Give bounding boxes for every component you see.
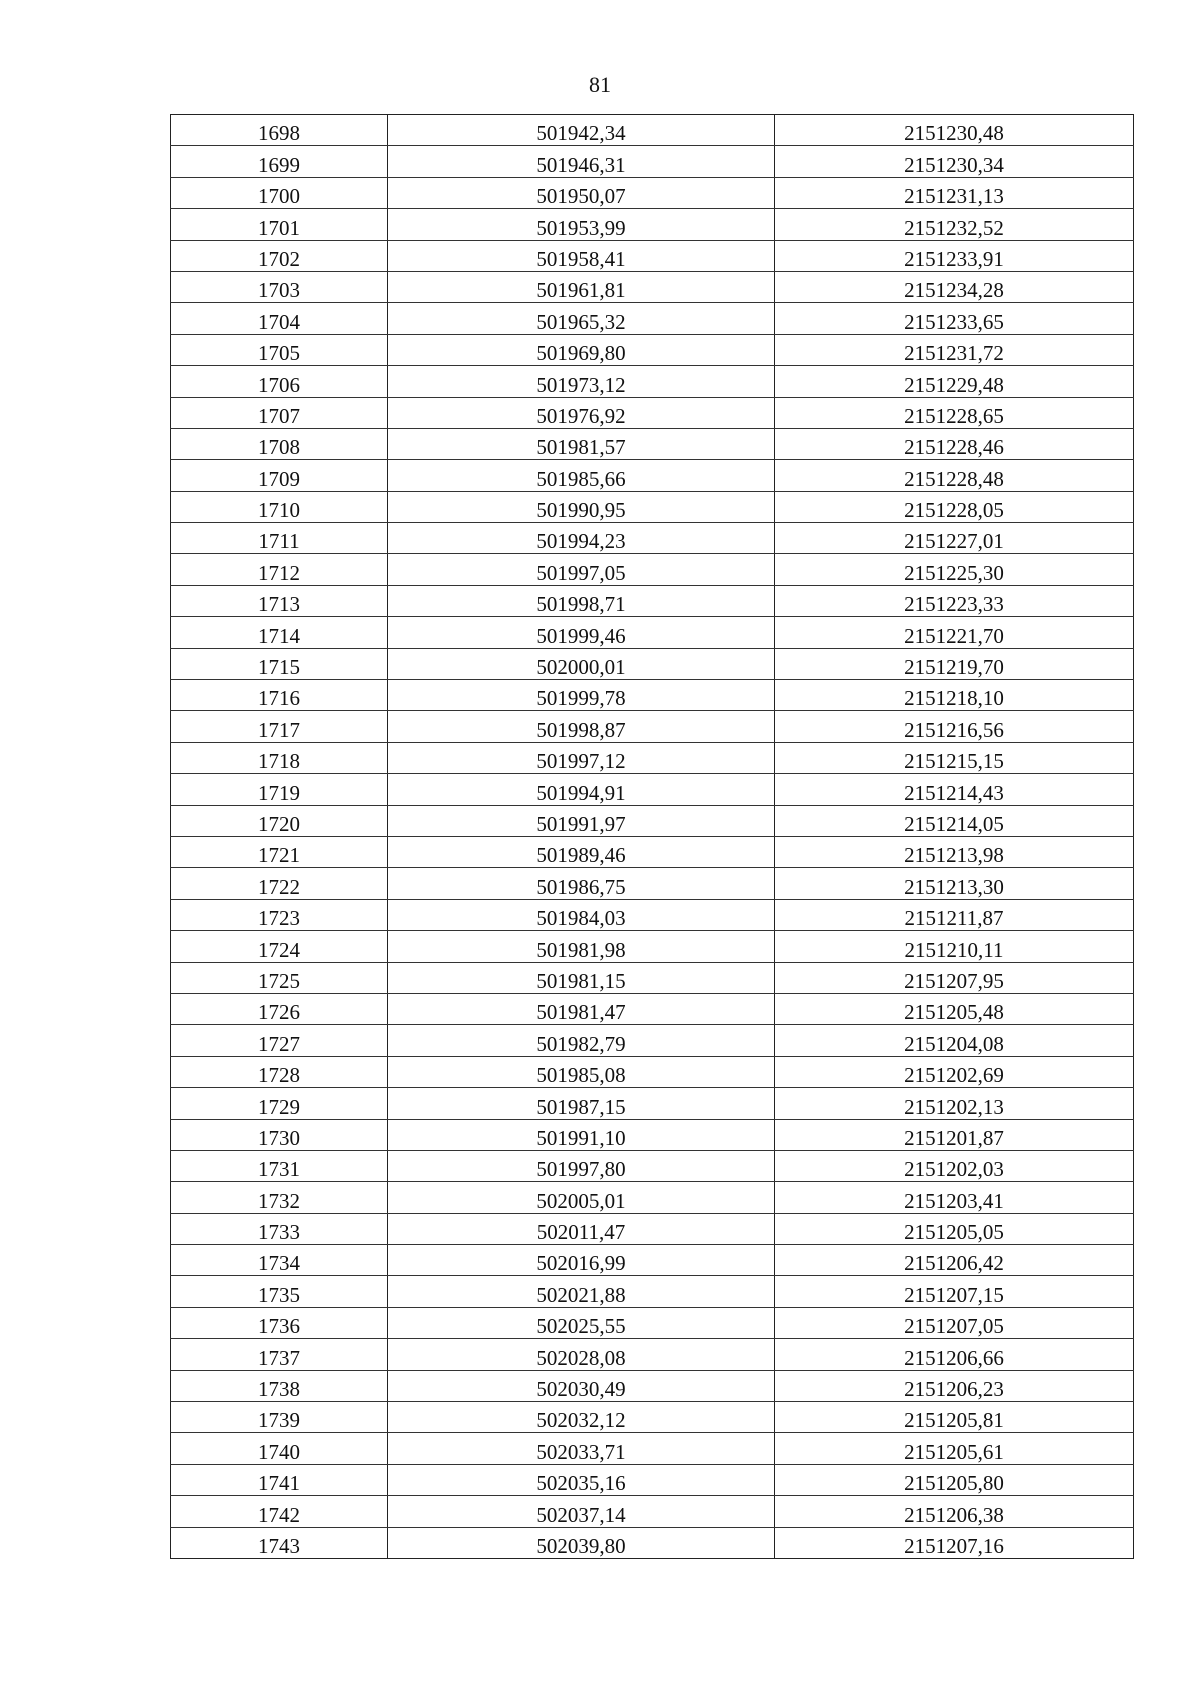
x-coordinate-cell: 501984,03 [388, 899, 775, 930]
point-number-cell: 1708 [171, 428, 388, 459]
table-row [171, 1307, 1134, 1338]
x-coordinate-cell: 502033,71 [388, 1433, 775, 1464]
y-coordinate-cell: 2151216,56 [775, 711, 1134, 742]
y-coordinate-cell: 2151213,98 [775, 836, 1134, 867]
y-coordinate-cell: 2151214,05 [775, 805, 1134, 836]
x-coordinate-cell: 501991,97 [388, 805, 775, 836]
x-coordinate-cell: 501987,15 [388, 1088, 775, 1119]
point-number-cell: 1737 [171, 1339, 388, 1370]
x-coordinate-cell: 501982,79 [388, 1025, 775, 1056]
y-coordinate-cell: 2151203,41 [775, 1182, 1134, 1213]
coordinates-table [170, 114, 1134, 1559]
table-row [171, 115, 1134, 146]
y-coordinate-cell: 2151202,69 [775, 1056, 1134, 1087]
x-coordinate-cell: 501991,10 [388, 1119, 775, 1150]
point-number-cell: 1700 [171, 177, 388, 208]
table-row [171, 680, 1134, 711]
point-number-cell: 1707 [171, 397, 388, 428]
point-number-cell: 1718 [171, 742, 388, 773]
y-coordinate-cell: 2151205,81 [775, 1402, 1134, 1433]
coordinates-table-body [171, 115, 1134, 1559]
table-row [171, 1276, 1134, 1307]
table-row [171, 1527, 1134, 1558]
x-coordinate-cell: 501981,15 [388, 962, 775, 993]
table-row [171, 1370, 1134, 1401]
point-number-cell: 1705 [171, 334, 388, 365]
y-coordinate-cell: 2151207,16 [775, 1527, 1134, 1558]
point-number-cell: 1740 [171, 1433, 388, 1464]
y-coordinate-cell: 2151202,03 [775, 1150, 1134, 1181]
table-row [171, 1119, 1134, 1150]
point-number-cell: 1739 [171, 1402, 388, 1433]
table-row [171, 366, 1134, 397]
table-row [171, 648, 1134, 679]
y-coordinate-cell: 2151231,13 [775, 177, 1134, 208]
table-row [171, 993, 1134, 1024]
table-row [171, 585, 1134, 616]
x-coordinate-cell: 502037,14 [388, 1496, 775, 1527]
table-row [171, 209, 1134, 240]
table-row [171, 1496, 1134, 1527]
y-coordinate-cell: 2151206,66 [775, 1339, 1134, 1370]
table-row [171, 931, 1134, 962]
point-number-cell: 1703 [171, 271, 388, 302]
x-coordinate-cell: 502021,88 [388, 1276, 775, 1307]
y-coordinate-cell: 2151233,91 [775, 240, 1134, 271]
table-row [171, 868, 1134, 899]
table-row [171, 240, 1134, 271]
point-number-cell: 1721 [171, 836, 388, 867]
y-coordinate-cell: 2151207,15 [775, 1276, 1134, 1307]
y-coordinate-cell: 2151204,08 [775, 1025, 1134, 1056]
x-coordinate-cell: 501946,31 [388, 146, 775, 177]
table-row [171, 146, 1134, 177]
x-coordinate-cell: 502025,55 [388, 1307, 775, 1338]
y-coordinate-cell: 2151201,87 [775, 1119, 1134, 1150]
table-row [171, 962, 1134, 993]
x-coordinate-cell: 501981,47 [388, 993, 775, 1024]
table-row [171, 711, 1134, 742]
x-coordinate-cell: 501986,75 [388, 868, 775, 899]
point-number-cell: 1723 [171, 899, 388, 930]
point-number-cell: 1701 [171, 209, 388, 240]
point-number-cell: 1702 [171, 240, 388, 271]
point-number-cell: 1714 [171, 617, 388, 648]
y-coordinate-cell: 2151205,80 [775, 1464, 1134, 1495]
x-coordinate-cell: 501985,66 [388, 460, 775, 491]
table-row [171, 460, 1134, 491]
y-coordinate-cell: 2151234,28 [775, 271, 1134, 302]
table-row [171, 177, 1134, 208]
table-row [171, 1213, 1134, 1244]
y-coordinate-cell: 2151229,48 [775, 366, 1134, 397]
y-coordinate-cell: 2151228,05 [775, 491, 1134, 522]
table-row [171, 1056, 1134, 1087]
point-number-cell: 1732 [171, 1182, 388, 1213]
table-row [171, 1464, 1134, 1495]
y-coordinate-cell: 2151206,23 [775, 1370, 1134, 1401]
x-coordinate-cell: 501990,95 [388, 491, 775, 522]
x-coordinate-cell: 502032,12 [388, 1402, 775, 1433]
y-coordinate-cell: 2151228,48 [775, 460, 1134, 491]
point-number-cell: 1725 [171, 962, 388, 993]
x-coordinate-cell: 502005,01 [388, 1182, 775, 1213]
table-row [171, 491, 1134, 522]
point-number-cell: 1726 [171, 993, 388, 1024]
y-coordinate-cell: 2151210,11 [775, 931, 1134, 962]
y-coordinate-cell: 2151221,70 [775, 617, 1134, 648]
table-row [171, 334, 1134, 365]
y-coordinate-cell: 2151207,05 [775, 1307, 1134, 1338]
x-coordinate-cell: 501953,99 [388, 209, 775, 240]
y-coordinate-cell: 2151225,30 [775, 554, 1134, 585]
x-coordinate-cell: 501969,80 [388, 334, 775, 365]
table-row [171, 1088, 1134, 1119]
y-coordinate-cell: 2151218,10 [775, 680, 1134, 711]
x-coordinate-cell: 501989,46 [388, 836, 775, 867]
table-row [171, 1182, 1134, 1213]
x-coordinate-cell: 501950,07 [388, 177, 775, 208]
y-coordinate-cell: 2151230,34 [775, 146, 1134, 177]
table-row [171, 805, 1134, 836]
table-row [171, 1150, 1134, 1181]
table-row [171, 1339, 1134, 1370]
point-number-cell: 1710 [171, 491, 388, 522]
point-number-cell: 1717 [171, 711, 388, 742]
x-coordinate-cell: 501942,34 [388, 115, 775, 146]
point-number-cell: 1731 [171, 1150, 388, 1181]
x-coordinate-cell: 502030,49 [388, 1370, 775, 1401]
table-row [171, 1433, 1134, 1464]
point-number-cell: 1704 [171, 303, 388, 334]
y-coordinate-cell: 2151213,30 [775, 868, 1134, 899]
point-number-cell: 1715 [171, 648, 388, 679]
point-number-cell: 1729 [171, 1088, 388, 1119]
table-row [171, 303, 1134, 334]
table-row [171, 554, 1134, 585]
point-number-cell: 1742 [171, 1496, 388, 1527]
x-coordinate-cell: 501958,41 [388, 240, 775, 271]
table-row [171, 1025, 1134, 1056]
y-coordinate-cell: 2151214,43 [775, 774, 1134, 805]
y-coordinate-cell: 2151230,48 [775, 115, 1134, 146]
x-coordinate-cell: 501981,57 [388, 428, 775, 459]
y-coordinate-cell: 2151231,72 [775, 334, 1134, 365]
y-coordinate-cell: 2151202,13 [775, 1088, 1134, 1119]
point-number-cell: 1734 [171, 1245, 388, 1276]
x-coordinate-cell: 501973,12 [388, 366, 775, 397]
point-number-cell: 1711 [171, 523, 388, 554]
y-coordinate-cell: 2151219,70 [775, 648, 1134, 679]
y-coordinate-cell: 2151233,65 [775, 303, 1134, 334]
point-number-cell: 1736 [171, 1307, 388, 1338]
x-coordinate-cell: 501976,92 [388, 397, 775, 428]
table-row [171, 742, 1134, 773]
point-number-cell: 1735 [171, 1276, 388, 1307]
x-coordinate-cell: 501961,81 [388, 271, 775, 302]
table-row [171, 899, 1134, 930]
x-coordinate-cell: 501998,87 [388, 711, 775, 742]
point-number-cell: 1727 [171, 1025, 388, 1056]
table-row [171, 428, 1134, 459]
y-coordinate-cell: 2151205,48 [775, 993, 1134, 1024]
y-coordinate-cell: 2151211,87 [775, 899, 1134, 930]
x-coordinate-cell: 501998,71 [388, 585, 775, 616]
point-number-cell: 1722 [171, 868, 388, 899]
point-number-cell: 1743 [171, 1527, 388, 1558]
table-row [171, 271, 1134, 302]
point-number-cell: 1733 [171, 1213, 388, 1244]
table-row [171, 397, 1134, 428]
x-coordinate-cell: 502016,99 [388, 1245, 775, 1276]
x-coordinate-cell: 502039,80 [388, 1527, 775, 1558]
table-row [171, 523, 1134, 554]
y-coordinate-cell: 2151228,46 [775, 428, 1134, 459]
table-row [171, 774, 1134, 805]
page-number: 81 [589, 72, 611, 97]
table-row [171, 617, 1134, 648]
point-number-cell: 1699 [171, 146, 388, 177]
y-coordinate-cell: 2151215,15 [775, 742, 1134, 773]
point-number-cell: 1719 [171, 774, 388, 805]
x-coordinate-cell: 501985,08 [388, 1056, 775, 1087]
y-coordinate-cell: 2151232,52 [775, 209, 1134, 240]
x-coordinate-cell: 502035,16 [388, 1464, 775, 1495]
point-number-cell: 1698 [171, 115, 388, 146]
point-number-cell: 1716 [171, 680, 388, 711]
y-coordinate-cell: 2151228,65 [775, 397, 1134, 428]
y-coordinate-cell: 2151205,61 [775, 1433, 1134, 1464]
x-coordinate-cell: 501999,46 [388, 617, 775, 648]
y-coordinate-cell: 2151206,42 [775, 1245, 1134, 1276]
x-coordinate-cell: 501997,05 [388, 554, 775, 585]
point-number-cell: 1741 [171, 1464, 388, 1495]
x-coordinate-cell: 501999,78 [388, 680, 775, 711]
y-coordinate-cell: 2151206,38 [775, 1496, 1134, 1527]
point-number-cell: 1728 [171, 1056, 388, 1087]
x-coordinate-cell: 501994,23 [388, 523, 775, 554]
point-number-cell: 1724 [171, 931, 388, 962]
table-row [171, 1402, 1134, 1433]
x-coordinate-cell: 501997,80 [388, 1150, 775, 1181]
point-number-cell: 1713 [171, 585, 388, 616]
x-coordinate-cell: 501997,12 [388, 742, 775, 773]
y-coordinate-cell: 2151207,95 [775, 962, 1134, 993]
point-number-cell: 1709 [171, 460, 388, 491]
table-row [171, 836, 1134, 867]
x-coordinate-cell: 501981,98 [388, 931, 775, 962]
point-number-cell: 1738 [171, 1370, 388, 1401]
x-coordinate-cell: 502028,08 [388, 1339, 775, 1370]
point-number-cell: 1712 [171, 554, 388, 585]
point-number-cell: 1720 [171, 805, 388, 836]
y-coordinate-cell: 2151205,05 [775, 1213, 1134, 1244]
x-coordinate-cell: 501994,91 [388, 774, 775, 805]
y-coordinate-cell: 2151227,01 [775, 523, 1134, 554]
x-coordinate-cell: 502000,01 [388, 648, 775, 679]
point-number-cell: 1730 [171, 1119, 388, 1150]
x-coordinate-cell: 501965,32 [388, 303, 775, 334]
point-number-cell: 1706 [171, 366, 388, 397]
x-coordinate-cell: 502011,47 [388, 1213, 775, 1244]
y-coordinate-cell: 2151223,33 [775, 585, 1134, 616]
table-row [171, 1245, 1134, 1276]
